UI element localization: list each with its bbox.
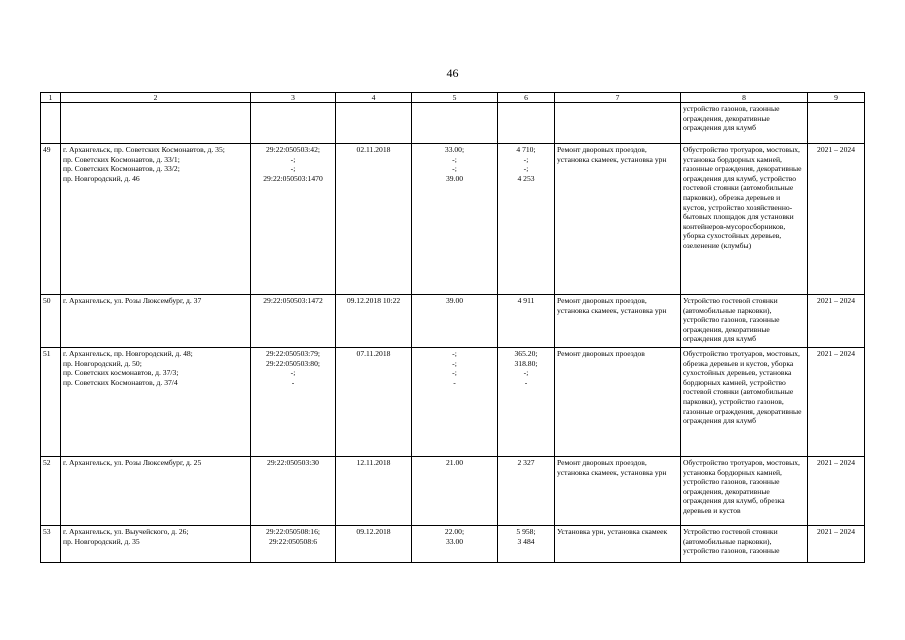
cell-sum: 2 327 — [498, 457, 555, 526]
cell-measures: Устройство гостевой стоянки (автомобильные парковки), устройство газонов, газонные — [681, 526, 808, 563]
cell-empty — [555, 103, 681, 144]
cell-sum: 4 710; -; -; 4 253 — [498, 144, 555, 295]
cell-works: Установка урн, установка скамеек — [555, 526, 681, 563]
table-row — [41, 295, 865, 348]
cell-empty — [336, 103, 412, 144]
cell-empty — [412, 103, 498, 144]
cell-date: 07.11.2018 — [336, 348, 412, 457]
table-row — [41, 457, 865, 526]
cell-empty — [61, 103, 251, 144]
cell-period: 2021 – 2024 — [808, 348, 865, 457]
cell-works: Ремонт дворовых проездов, установка скамеек, установка урн — [555, 295, 681, 348]
column-header: 9 — [808, 93, 865, 103]
cell-empty — [808, 103, 865, 144]
courtyards-table — [40, 92, 865, 563]
cell-number: 52 — [41, 457, 61, 526]
cell-number: 49 — [41, 144, 61, 295]
cell-sum: 5 958; 3 484 — [498, 526, 555, 563]
cell-period: 2021 – 2024 — [808, 457, 865, 526]
cell-date: 09.12.2018 10:22 — [336, 295, 412, 348]
column-header: 5 — [412, 93, 498, 103]
cell-empty — [251, 103, 336, 144]
cell-address: г. Архангельск, пр. Новгородский, д. 48; пр. Новгородский, д. 50; пр. Советских космонавтов, д. 37/3; пр. Советских Космонавтов, д. 37/4 — [61, 348, 251, 457]
cell-works: Ремонт дворовых проездов, установка скамеек, установка урн — [555, 457, 681, 526]
cell-number: 50 — [41, 295, 61, 348]
cell-empty — [41, 103, 61, 144]
cell-area: 39.00 — [412, 295, 498, 348]
cell-address: г. Архангельск, пр. Советских Космонавтов, д. 35; пр. Советских Космонавтов, д. 33/1; пр. Советских Космонавтов, д. 33/2; пр. Новгородский, д. 46 — [61, 144, 251, 295]
cell-period: 2021 – 2024 — [808, 526, 865, 563]
cell-date: 09.12.2018 — [336, 526, 412, 563]
table-row — [41, 526, 865, 563]
cell-works: Ремонт дворовых проездов — [555, 348, 681, 457]
cell-measures: устройство газонов, газонные ограждения, декоративные ограждения для клумб — [681, 103, 808, 144]
cell-cadastral: 29:22:050503:1472 — [251, 295, 336, 348]
column-header: 4 — [336, 93, 412, 103]
column-header: 8 — [681, 93, 808, 103]
cell-works: Ремонт дворовых проездов, установка скамеек, установка урн — [555, 144, 681, 295]
cell-measures: Обустройство тротуаров, мостовых, установка бордюрных камней, газонные ограждения, декоративные ограждения для клумб, устройство гостевой стоянки (автомобильные парковки), обрезка деревьев и кустов, устройство хозяйственно-бытовых площадок для установки контейнеров-мусоросборников, уборка сухостойных деревьев, озеленение (клумбы) — [681, 144, 808, 295]
cell-measures: Обустройство тротуаров, мостовых, обрезка деревьев и кустов, уборка сухостойных деревьев, установка бордюрных камней, устройство гостевой стоянки (автомобильные парковки), устройство газонов, газонные ограждения, декоративные ограждения для клумб — [681, 348, 808, 457]
cell-area: 33.00; -; -; 39.00 — [412, 144, 498, 295]
cell-period: 2021 – 2024 — [808, 144, 865, 295]
cell-address: г. Архангельск, ул. Розы Люксембург, д. 37 — [61, 295, 251, 348]
cell-address: г. Архангельск, ул. Розы Люксембург, д. 25 — [61, 457, 251, 526]
cell-number: 53 — [41, 526, 61, 563]
cell-cadastral: 29:22:050503:30 — [251, 457, 336, 526]
continuation-row — [41, 103, 865, 144]
cell-date: 02.11.2018 — [336, 144, 412, 295]
cell-period: 2021 – 2024 — [808, 295, 865, 348]
cell-area: -; -; -; - — [412, 348, 498, 457]
cell-sum: 365.20; 318.80; -; - — [498, 348, 555, 457]
table-row — [41, 348, 865, 457]
cell-sum: 4 911 — [498, 295, 555, 348]
column-header: 6 — [498, 93, 555, 103]
cell-address: г. Архангельск, ул. Выучейского, д. 26; пр. Новгородский, д. 35 — [61, 526, 251, 563]
cell-area: 21.00 — [412, 457, 498, 526]
table-row — [41, 144, 865, 295]
column-header: 3 — [251, 93, 336, 103]
column-header: 1 — [41, 93, 61, 103]
header-row — [41, 93, 865, 103]
column-header: 7 — [555, 93, 681, 103]
cell-measures: Устройство гостевой стоянки (автомобильные парковки), устройство газонов, газонные ограждения, декоративные ограждения для клумб — [681, 295, 808, 348]
column-header: 2 — [61, 93, 251, 103]
cell-empty — [498, 103, 555, 144]
cell-number: 51 — [41, 348, 61, 457]
cell-cadastral: 29:22:050508:16; 29:22:050508:6 — [251, 526, 336, 563]
cell-cadastral: 29:22:050503:79; 29:22:050503:80; -; - — [251, 348, 336, 457]
cell-measures: Обустройство тротуаров, мостовых, установка бордюрных камней, устройство газонов, газонные ограждения, декоративные ограждения для клумб, обрезка деревьев и кустов — [681, 457, 808, 526]
cell-area: 22.00; 33.00 — [412, 526, 498, 563]
page-number: 46 — [446, 66, 459, 80]
cell-date: 12.11.2018 — [336, 457, 412, 526]
cell-cadastral: 29:22:050503:42; -; -; 29:22:050503:1470 — [251, 144, 336, 295]
